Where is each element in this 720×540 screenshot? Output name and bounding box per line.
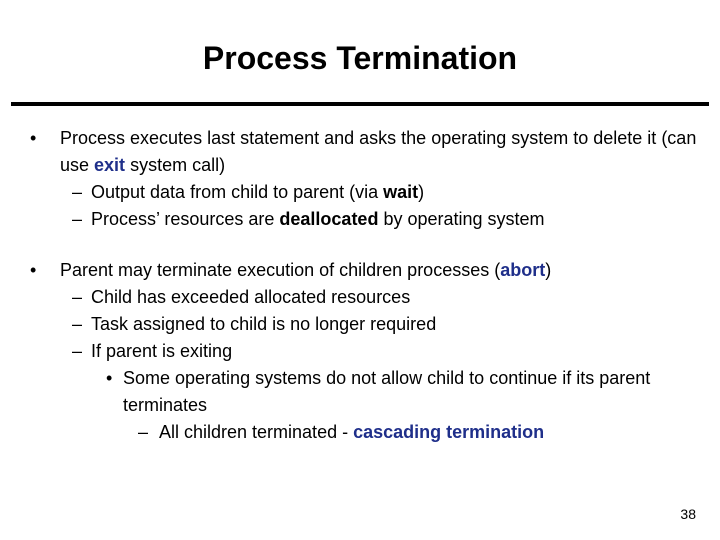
dash-marker: – xyxy=(72,182,83,202)
subbullet-text: Process’ resources are xyxy=(91,209,280,229)
bullet-text: Process executes last statement and asks the operating system to delete it (can use xyxy=(60,128,697,175)
subsubbullet-some-os xyxy=(0,365,720,419)
subbullet-output-data xyxy=(0,179,720,206)
dash-marker: – xyxy=(72,209,83,229)
bullet-marker: • xyxy=(30,260,37,280)
keyword-wait: wait xyxy=(383,182,419,202)
dash-marker: – xyxy=(138,422,149,442)
subbullet-text: Task assigned to child is no longer required xyxy=(91,314,437,334)
subbullet-resources-deallocated xyxy=(0,206,720,233)
bullet-text: Parent may terminate execution of children processes ( xyxy=(60,260,501,280)
keyword-deallocated: deallocated xyxy=(279,209,379,229)
subsubsubbullet-text: All children terminated - xyxy=(159,422,354,442)
subsubsubbullet-cascading xyxy=(0,419,720,446)
spacer xyxy=(0,233,720,257)
bullet-marker: • xyxy=(30,128,37,148)
bullet-process-executes xyxy=(0,125,720,179)
keyword-exit: exit xyxy=(94,155,126,175)
subbullet-task-not-required xyxy=(0,311,720,338)
keyword-abort: abort xyxy=(500,260,546,280)
subbullet-text: ) xyxy=(418,182,425,202)
subbullet-text: by operating system xyxy=(378,209,545,229)
title-divider xyxy=(11,102,709,106)
bullet-text: ) xyxy=(545,260,552,280)
page-number: 38 xyxy=(680,506,696,522)
slide-body xyxy=(0,125,720,446)
dash-marker: – xyxy=(72,341,83,361)
slide-title: Process Termination xyxy=(202,40,518,76)
subbullet-exceeded-resources xyxy=(0,284,720,311)
bullet-parent-may-terminate xyxy=(0,257,720,284)
subbullet-text: If parent is exiting xyxy=(91,341,233,361)
bullet-text: system call) xyxy=(125,155,226,175)
dash-marker: – xyxy=(72,314,83,334)
subbullet-text: Child has exceeded allocated resources xyxy=(91,287,411,307)
subsubbullet-text: Some operating systems do not allow child to continue if its parent terminates xyxy=(123,368,651,415)
dash-marker: – xyxy=(72,287,83,307)
bullet-marker: • xyxy=(106,368,113,388)
subbullet-text: Output data from child to parent (via xyxy=(91,182,384,202)
subbullet-parent-exiting xyxy=(0,338,720,365)
keyword-cascading-termination: cascading termination xyxy=(353,422,545,442)
